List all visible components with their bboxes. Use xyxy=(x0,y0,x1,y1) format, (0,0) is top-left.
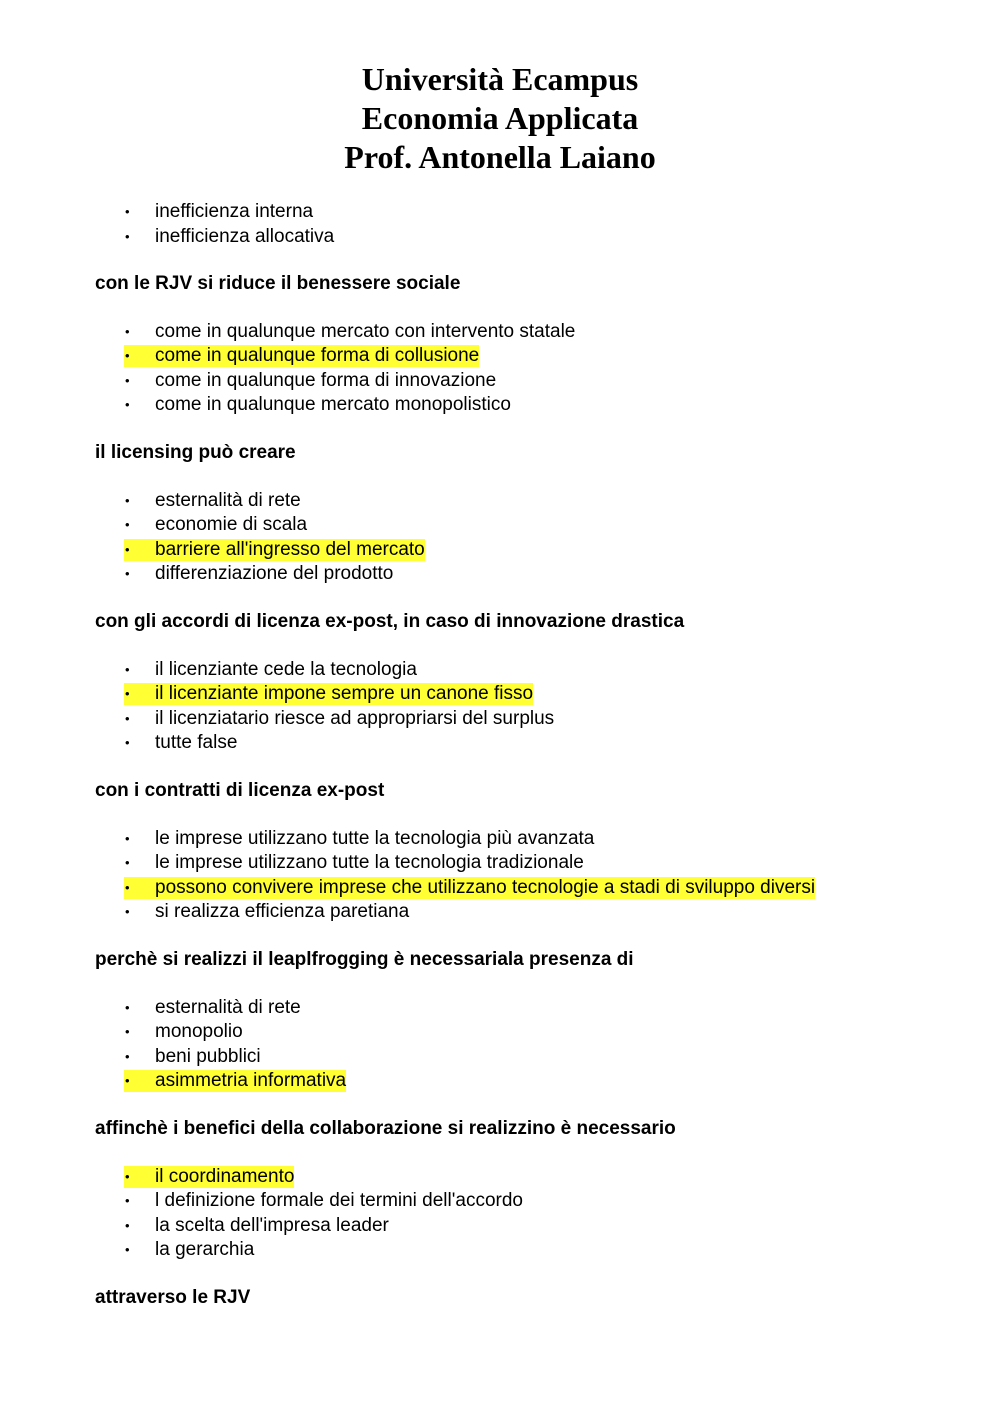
bullet-icon: • xyxy=(125,324,130,339)
question-heading: il licensing può creare xyxy=(95,442,296,463)
bullet-icon: • xyxy=(125,686,130,702)
list-item xyxy=(95,562,960,587)
list-item xyxy=(95,1020,960,1045)
bullet-icon: • xyxy=(125,710,130,726)
list-item-text: il coordinamento xyxy=(155,1166,295,1187)
list-item xyxy=(95,731,960,756)
list-item-text: il licenziatario riesce ad appropriarsi del surplus xyxy=(155,707,555,729)
list-item xyxy=(95,707,960,732)
list-item xyxy=(95,369,960,394)
answer-option xyxy=(95,658,960,683)
bullet-icon: • xyxy=(125,734,130,750)
answer-option xyxy=(95,1238,960,1263)
answer-option xyxy=(95,1069,960,1094)
list-item-text: l definizione formale dei termini dell'accordo xyxy=(155,1190,523,1212)
list-item-text: inefficienza interna xyxy=(155,201,314,222)
answer-option xyxy=(95,876,960,901)
answer-option xyxy=(95,320,960,345)
answer-option xyxy=(95,562,960,587)
header-professor: Prof. Antonella Laiano xyxy=(344,139,656,175)
list-item xyxy=(95,658,960,683)
list-item-text: esternalità di rete xyxy=(155,997,301,1018)
list-item-text: si realizza efficienza paretiana xyxy=(155,900,410,922)
answer-option xyxy=(95,851,960,876)
list-item-text: differenziazione del prodotto xyxy=(155,562,394,584)
list-item-text: il licenziante cede la tecnologia xyxy=(155,659,417,680)
bullet-icon: • xyxy=(125,541,130,557)
answer-option xyxy=(95,827,960,852)
header-course: Economia Applicata xyxy=(361,100,639,136)
bullet-icon: • xyxy=(125,565,130,581)
list-item-text: barriere all'ingresso del mercato xyxy=(155,538,425,560)
bullet-icon: • xyxy=(125,831,130,846)
answer-option xyxy=(95,1165,960,1190)
answer-option xyxy=(95,393,960,418)
list-item xyxy=(95,1238,960,1263)
list-item xyxy=(95,344,960,369)
list-item xyxy=(95,900,960,925)
list-item xyxy=(95,851,960,876)
list-item xyxy=(95,1214,960,1239)
list-item xyxy=(95,225,960,250)
list-item-text: possono convivere imprese che utilizzano tecnologie a stadi di sviluppo diversi xyxy=(155,876,816,898)
list-item-text: monopolio xyxy=(155,1021,243,1043)
list-item xyxy=(95,1189,960,1214)
question-heading: con gli accordi di licenza ex-post, in caso di innovazione drastica xyxy=(95,611,685,632)
list-item xyxy=(95,320,960,345)
bullet-icon: • xyxy=(125,903,130,919)
intro-item xyxy=(95,200,960,225)
bullet-icon: • xyxy=(125,372,130,388)
bullet-icon: • xyxy=(125,1048,130,1064)
list-item-text: economie di scala xyxy=(155,514,308,536)
list-item xyxy=(95,538,960,563)
list-item-text: la gerarchia xyxy=(155,1238,255,1260)
bullet-icon: • xyxy=(125,1217,130,1233)
list-item xyxy=(95,876,960,901)
document-header xyxy=(0,60,1000,177)
list-item-text: asimmetria informativa xyxy=(155,1069,347,1091)
list-item xyxy=(95,200,960,225)
bullet-icon: • xyxy=(125,1169,130,1184)
question-heading: con le RJV si riduce il benessere sociale xyxy=(95,273,461,294)
answer-option xyxy=(95,369,960,394)
list-item-text: le imprese utilizzano tutte la tecnologia tradizionale xyxy=(155,852,584,874)
list-item-text: esternalità di rete xyxy=(155,490,301,511)
list-item xyxy=(95,393,960,418)
bullet-icon: • xyxy=(125,879,130,895)
answer-option xyxy=(95,1045,960,1070)
answer-option xyxy=(95,513,960,538)
list-item-text: le imprese utilizzano tutte la tecnologia più avanzata xyxy=(155,828,595,849)
list-item xyxy=(95,682,960,707)
intro-item xyxy=(95,225,960,250)
bullet-icon: • xyxy=(125,493,130,508)
list-item xyxy=(95,827,960,852)
bullet-icon: • xyxy=(125,1072,130,1088)
bullet-icon: • xyxy=(125,228,130,244)
answer-option xyxy=(95,344,960,369)
question-heading: attraverso le RJV xyxy=(95,1287,251,1308)
question-heading: affinchè i benefici della collaborazione si realizzino è necessario xyxy=(95,1118,676,1139)
bullet-icon: • xyxy=(125,1193,130,1209)
list-item-text: come in qualunque mercato con intervento statale xyxy=(155,321,576,342)
list-item-text: come in qualunque forma di collusione xyxy=(155,345,480,367)
answer-option xyxy=(95,1189,960,1214)
list-item xyxy=(95,489,960,514)
answer-option xyxy=(95,538,960,563)
bullet-icon: • xyxy=(125,517,130,533)
answer-option xyxy=(95,996,960,1021)
bullet-icon: • xyxy=(125,204,130,219)
question-heading: con i contratti di licenza ex-post xyxy=(95,780,385,801)
list-item-text: inefficienza allocativa xyxy=(155,225,335,247)
answer-option xyxy=(95,1020,960,1045)
list-item-text: come in qualunque forma di innovazione xyxy=(155,369,497,391)
bullet-icon: • xyxy=(125,855,130,871)
answer-option xyxy=(95,731,960,756)
list-item-text: come in qualunque mercato monopolistico xyxy=(155,393,511,415)
bullet-icon: • xyxy=(125,662,130,677)
answer-option xyxy=(95,1214,960,1239)
list-item-text: il licenziante impone sempre un canone fisso xyxy=(155,683,534,705)
bullet-icon: • xyxy=(125,1000,130,1015)
bullet-icon: • xyxy=(125,1241,130,1257)
header-university: Università Ecampus xyxy=(361,61,639,97)
answer-option xyxy=(95,707,960,732)
answer-option xyxy=(95,682,960,707)
list-item xyxy=(95,996,960,1021)
answer-option xyxy=(95,489,960,514)
list-item-text: la scelta dell'impresa leader xyxy=(155,1214,389,1236)
list-item-text: tutte false xyxy=(155,731,238,753)
question-heading: perchè si realizzi il leaplfrogging è necessariala presenza di xyxy=(95,949,634,970)
bullet-icon: • xyxy=(125,348,130,364)
answer-option xyxy=(95,900,960,925)
list-item xyxy=(95,1045,960,1070)
bullet-icon: • xyxy=(125,396,130,412)
list-item-text: beni pubblici xyxy=(155,1045,261,1067)
list-item xyxy=(95,1069,960,1094)
list-item xyxy=(95,513,960,538)
bullet-icon: • xyxy=(125,1024,130,1040)
list-item xyxy=(95,1165,960,1190)
